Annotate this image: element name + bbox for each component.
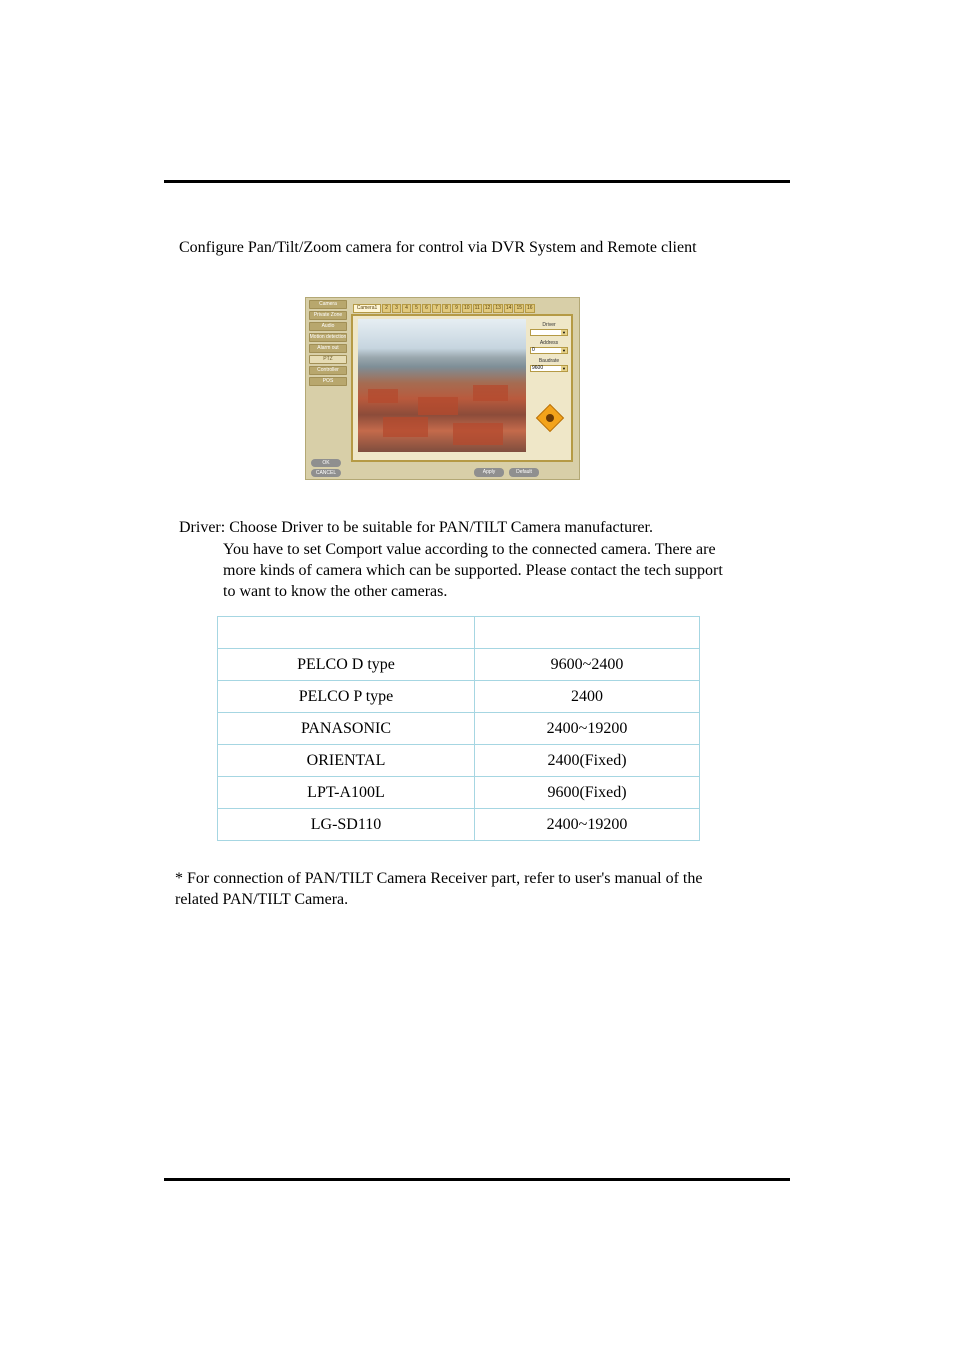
- ptz-setup-screenshot: [305, 297, 580, 480]
- tab-camera-13[interactable]: 13: [495, 305, 501, 311]
- tab-camera-15[interactable]: 15: [516, 305, 523, 311]
- tab-camera-8[interactable]: 8: [442, 304, 451, 313]
- ptz-panel: [351, 314, 573, 462]
- baudrate-cell: 2400(Fixed): [475, 745, 700, 777]
- chevron-down-icon: ▼: [562, 330, 566, 335]
- table-row: [218, 649, 700, 681]
- driver-cell: ORIENTAL: [218, 745, 475, 777]
- baudrate-cell: 2400~19200: [475, 713, 700, 745]
- chevron-down-icon: ▼: [562, 366, 566, 371]
- baudrate-cell: 2400: [475, 681, 700, 713]
- footnote-line-1: * For connection of PAN/TILT Camera Receiver part, refer to user's manual of the: [175, 870, 703, 887]
- driver-detail-line-3: to want to know the other cameras.: [223, 583, 448, 600]
- tab-camera-5[interactable]: 5: [412, 304, 421, 313]
- sidebar-item-ptz[interactable]: PTZ: [309, 355, 347, 364]
- driver-baudrate-table: [217, 616, 700, 841]
- sidebar-item-alarm-out[interactable]: Alarm out: [309, 344, 347, 353]
- table-row: [218, 809, 700, 841]
- address-label: Address: [539, 340, 559, 346]
- driver-cell: LG-SD110: [218, 809, 475, 841]
- chevron-down-icon: ▼: [562, 348, 566, 353]
- sidebar-item-pos[interactable]: POS: [309, 377, 347, 386]
- tab-camera-12[interactable]: 12: [484, 305, 491, 311]
- sidebar-item-audio[interactable]: Audio: [309, 322, 347, 331]
- top-rule: [164, 180, 790, 183]
- driver-label: Driver: [542, 322, 556, 328]
- ok-button[interactable]: OK: [311, 459, 341, 467]
- tab-camera-6[interactable]: 6: [422, 304, 431, 313]
- tab-camera-11[interactable]: 11: [474, 305, 480, 311]
- ptz-controls: [530, 322, 568, 376]
- table-row: [218, 681, 700, 713]
- setup-sidebar: [309, 300, 347, 388]
- tab-camera-16[interactable]: 16: [527, 305, 533, 311]
- tab-camera-2[interactable]: 2: [382, 304, 391, 313]
- camera-preview-image: [358, 319, 526, 452]
- tab-camera-14[interactable]: 14: [505, 305, 512, 311]
- driver-cell: PANASONIC: [218, 713, 475, 745]
- sidebar-item-motion-detection[interactable]: Motion detection: [309, 334, 347, 340]
- footnote-line-2: related PAN/TILT Camera.: [175, 891, 349, 908]
- table-header-row: [218, 617, 700, 649]
- sidebar-item-controller[interactable]: Controller: [309, 366, 347, 375]
- driver-detail-line-2: more kinds of camera which can be supported. Please contact the tech support: [223, 562, 723, 579]
- sidebar-item-camera[interactable]: Camera: [309, 300, 347, 309]
- driver-description: Driver: Choose Driver to be suitable for PAN/TILT Camera manufacturer.: [179, 519, 653, 536]
- table-row: [218, 713, 700, 745]
- tab-camera-7[interactable]: 7: [432, 304, 441, 313]
- bottom-rule: [164, 1178, 790, 1181]
- table-row: [218, 745, 700, 777]
- table-header-cell: [475, 617, 700, 649]
- cancel-button[interactable]: CANCEL: [311, 469, 341, 477]
- sidebar-item-private-zone[interactable]: Private Zone: [309, 311, 347, 320]
- baudrate-cell: 9600~2400: [475, 649, 700, 681]
- baudrate-label: Baudrate: [538, 358, 560, 364]
- ptz-center-icon[interactable]: [546, 414, 554, 422]
- driver-detail-line-1: You have to set Comport value according to the connected camera. There are: [223, 541, 716, 558]
- driver-select[interactable]: [530, 329, 568, 336]
- camera-tabs: [353, 304, 536, 313]
- tab-camera-3[interactable]: 3: [392, 304, 401, 313]
- apply-button[interactable]: Apply: [474, 468, 504, 477]
- tab-camera-1[interactable]: Camera1: [353, 304, 381, 313]
- driver-cell: PELCO D type: [218, 649, 475, 681]
- default-button[interactable]: Default: [509, 468, 539, 477]
- driver-cell: PELCO P type: [218, 681, 475, 713]
- address-select[interactable]: 0 ▼: [530, 347, 568, 354]
- table-header-cell: [218, 617, 475, 649]
- tab-camera-9[interactable]: 9: [452, 304, 461, 313]
- driver-cell: LPT-A100L: [218, 777, 475, 809]
- tab-camera-10[interactable]: 10: [464, 305, 470, 311]
- baudrate-cell: 9600(Fixed): [475, 777, 700, 809]
- baudrate-select[interactable]: 9600 ▼: [530, 365, 568, 372]
- tab-camera-4[interactable]: 4: [402, 304, 411, 313]
- table-row: [218, 777, 700, 809]
- baudrate-cell: 2400~19200: [475, 809, 700, 841]
- intro-text: Configure Pan/Tilt/Zoom camera for control via DVR System and Remote client: [179, 239, 697, 256]
